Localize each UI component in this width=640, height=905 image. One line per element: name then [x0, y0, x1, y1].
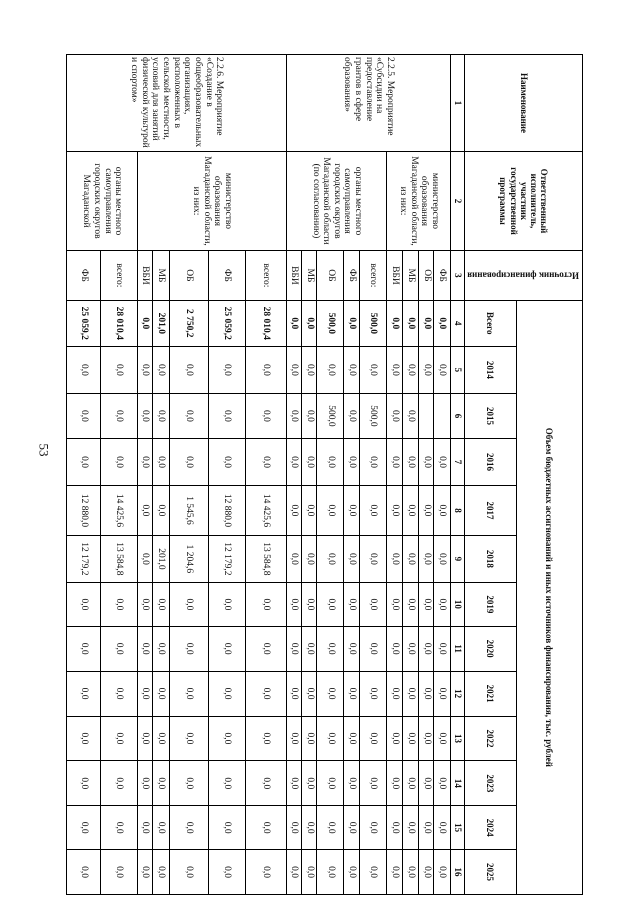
value-cell: 201,0: [153, 535, 169, 582]
total-cell: 0,0: [344, 300, 359, 346]
total-cell: 0,0: [419, 300, 434, 346]
value-cell: 0,0: [208, 761, 245, 806]
value-cell: 0,0: [387, 626, 402, 671]
value-cell: 0,0: [317, 583, 344, 627]
value-cell: 0,0: [169, 438, 208, 485]
value-cell: 0,0: [153, 850, 169, 895]
value-cell: 12 179,2: [67, 535, 101, 582]
source-cell: ВБИ: [387, 251, 402, 301]
value-cell: 0,0: [359, 761, 387, 806]
col-number: 7: [450, 438, 464, 485]
value-cell: 13 584,8: [245, 535, 286, 582]
value-cell: 0,0: [245, 806, 286, 850]
value-cell: 0,0: [434, 486, 450, 536]
value-cell: 0,0: [208, 716, 245, 761]
value-cell: 0,0: [137, 438, 152, 485]
value-cell: 0,0: [245, 346, 286, 393]
value-cell: 0,0: [101, 806, 138, 850]
header-year: 2018: [465, 535, 516, 582]
value-cell: 0,0: [359, 583, 387, 627]
header-year: 2017: [465, 486, 516, 536]
value-cell: 0,0: [434, 583, 450, 627]
value-cell: 0,0: [387, 535, 402, 582]
value-cell: 0,0: [208, 806, 245, 850]
value-cell: 0,0: [245, 626, 286, 671]
measure-name: 2.2.6. Мероприятие «Создание в общеобразовательных организациях, расположенных в сельской местности, условий для занятий физической культурой и спортом»: [67, 55, 287, 152]
value-cell: 0,0: [208, 346, 245, 393]
value-cell: 0,0: [153, 671, 169, 716]
value-cell: 0,0: [245, 716, 286, 761]
col-number: 13: [450, 716, 464, 761]
value-cell: 12 880,0: [67, 486, 101, 536]
col-number: 6: [450, 394, 464, 439]
header-volume: Объем бюджетных ассигнований и иных источников финансирования, тыс. рублей: [516, 300, 582, 894]
value-cell: 0,0: [434, 761, 450, 806]
value-cell: 0,0: [137, 716, 152, 761]
value-cell: 0,0: [153, 806, 169, 850]
value-cell: 0,0: [434, 716, 450, 761]
value-cell: 0,0: [286, 346, 301, 393]
value-cell: 0,0: [434, 850, 450, 895]
table-row: [359, 55, 387, 895]
value-cell: 0,0: [245, 438, 286, 485]
value-cell: 0,0: [169, 761, 208, 806]
value-cell: 0,0: [208, 626, 245, 671]
source-cell: ВБИ: [286, 251, 301, 301]
value-cell: 0,0: [344, 535, 359, 582]
value-cell: 1 204,6: [169, 535, 208, 582]
value-cell: 0,0: [402, 438, 418, 485]
value-cell: 0,0: [67, 583, 101, 627]
value-cell: 0,0: [153, 761, 169, 806]
header-year: 2016: [465, 438, 516, 485]
value-cell: 0,0: [101, 626, 138, 671]
source-cell: ОБ: [419, 251, 434, 301]
value-cell: 0,0: [344, 850, 359, 895]
value-cell: 0,0: [302, 806, 317, 850]
executor-local: органы местного самоуправления городских округов Магаданской: [67, 151, 138, 250]
value-cell: 0,0: [137, 346, 152, 393]
value-cell: 0,0: [344, 394, 359, 439]
value-cell: 0,0: [101, 761, 138, 806]
value-cell: 0,0: [344, 806, 359, 850]
value-cell: 0,0: [67, 806, 101, 850]
value-cell: 0,0: [67, 346, 101, 393]
value-cell: 0,0: [344, 671, 359, 716]
value-cell: 0,0: [286, 671, 301, 716]
value-cell: 1 545,6: [169, 486, 208, 536]
value-cell: 0,0: [137, 394, 152, 439]
value-cell: 0,0: [419, 671, 434, 716]
value-cell: 0,0: [67, 438, 101, 485]
table-body: [67, 55, 583, 895]
value-cell: 0,0: [169, 346, 208, 393]
source-cell: ОБ: [317, 251, 344, 301]
col-number: 2: [450, 151, 464, 250]
value-cell: 0,0: [67, 626, 101, 671]
table-row: [101, 55, 138, 895]
value-cell: 0,0: [402, 806, 418, 850]
col-number: 4: [450, 300, 464, 346]
value-cell: 0,0: [286, 761, 301, 806]
total-cell: 201,0: [153, 300, 169, 346]
value-cell: 0,0: [245, 761, 286, 806]
col-number: 8: [450, 486, 464, 536]
value-cell: 0,0: [245, 850, 286, 895]
value-cell: 0,0: [317, 671, 344, 716]
value-cell: 0,0: [359, 626, 387, 671]
value-cell: 0,0: [419, 850, 434, 895]
value-cell: 0,0: [419, 583, 434, 627]
value-cell: 14 425,6: [245, 486, 286, 536]
source-cell: ФБ: [344, 251, 359, 301]
col-number: 9: [450, 535, 464, 582]
page-number: 53: [36, 443, 52, 457]
value-cell: 0,0: [137, 535, 152, 582]
header-row-1: [516, 55, 582, 895]
col-number: 15: [450, 806, 464, 850]
value-cell: 0,0: [286, 583, 301, 627]
col-number: 5: [450, 346, 464, 393]
value-cell: 0,0: [359, 438, 387, 485]
total-cell: 28 010,4: [245, 300, 286, 346]
value-cell: 0,0: [344, 761, 359, 806]
total-cell: 25 059,2: [208, 300, 245, 346]
value-cell: 0,0: [67, 716, 101, 761]
value-cell: 0,0: [286, 626, 301, 671]
col-number: 3: [450, 251, 464, 301]
value-cell: 0,0: [67, 850, 101, 895]
value-cell: 0,0: [137, 761, 152, 806]
value-cell: 0,0: [434, 346, 450, 393]
value-cell: 0,0: [208, 671, 245, 716]
value-cell: 0,0: [153, 346, 169, 393]
value-cell: 0,0: [344, 486, 359, 536]
value-cell: 0,0: [101, 583, 138, 627]
total-cell: 0,0: [387, 300, 402, 346]
value-cell: 0,0: [387, 716, 402, 761]
col-number: 16: [450, 850, 464, 895]
value-cell: 0,0: [434, 535, 450, 582]
value-cell: 0,0: [153, 394, 169, 439]
value-cell: 0,0: [387, 394, 402, 439]
value-cell: 0,0: [359, 535, 387, 582]
value-cell: 0,0: [286, 486, 301, 536]
value-cell: 0,0: [101, 346, 138, 393]
header-year: 2023: [465, 761, 516, 806]
header-year: 2020: [465, 626, 516, 671]
value-cell: 14 425,6: [101, 486, 138, 536]
value-cell: 0,0: [286, 716, 301, 761]
source-cell: ФБ: [208, 251, 245, 301]
value-cell: 0,0: [153, 626, 169, 671]
value-cell: 0,0: [169, 583, 208, 627]
value-cell: 0,0: [387, 850, 402, 895]
header-name: Наименование: [465, 55, 583, 152]
value-cell: 0,0: [302, 346, 317, 393]
value-cell: 0,0: [101, 716, 138, 761]
total-cell: 25 059,2: [67, 300, 101, 346]
value-cell: 0,0: [419, 626, 434, 671]
value-cell: 0,0: [344, 626, 359, 671]
value-cell: 0,0: [387, 761, 402, 806]
header-year: 2014: [465, 346, 516, 393]
header-year: 2021: [465, 671, 516, 716]
header-year: 2025: [465, 850, 516, 895]
value-cell: 0,0: [402, 346, 418, 393]
value-cell: 0,0: [137, 626, 152, 671]
value-cell: 0,0: [302, 438, 317, 485]
value-cell: [419, 394, 434, 439]
value-cell: 0,0: [286, 438, 301, 485]
executor-ministry: министерство образования Магаданской области, из них:: [137, 151, 286, 250]
source-cell: МБ: [402, 251, 418, 301]
col-number: 11: [450, 626, 464, 671]
value-cell: 0,0: [434, 671, 450, 716]
table-row: [245, 55, 286, 895]
value-cell: 0,0: [137, 486, 152, 536]
value-cell: 0,0: [402, 671, 418, 716]
value-cell: 0,0: [419, 716, 434, 761]
value-cell: 12 179,2: [208, 535, 245, 582]
value-cell: 0,0: [169, 850, 208, 895]
header-source: Источник финансирования: [465, 251, 583, 301]
total-cell: 2 750,2: [169, 300, 208, 346]
total-cell: 500,0: [359, 300, 387, 346]
measure-name: 2.2.5. Мероприятие «Субсидии на предоставление грантов в сфере образования»: [286, 55, 450, 152]
value-cell: 0,0: [387, 486, 402, 536]
header-year: 2022: [465, 716, 516, 761]
value-cell: 0,0: [317, 486, 344, 536]
total-cell: 0,0: [402, 300, 418, 346]
value-cell: 0,0: [419, 438, 434, 485]
total-cell: 0,0: [286, 300, 301, 346]
value-cell: 0,0: [169, 716, 208, 761]
value-cell: 0,0: [137, 671, 152, 716]
value-cell: 0,0: [402, 394, 418, 439]
value-cell: 0,0: [419, 761, 434, 806]
value-cell: 0,0: [419, 535, 434, 582]
col-number: 12: [450, 671, 464, 716]
value-cell: 0,0: [153, 583, 169, 627]
value-cell: 0,0: [434, 626, 450, 671]
value-cell: 0,0: [101, 394, 138, 439]
col-number: 14: [450, 761, 464, 806]
col-number: 10: [450, 583, 464, 627]
value-cell: 0,0: [101, 671, 138, 716]
value-cell: 0,0: [402, 626, 418, 671]
value-cell: 0,0: [317, 535, 344, 582]
value-cell: 0,0: [137, 850, 152, 895]
value-cell: 0,0: [169, 394, 208, 439]
source-cell: ВБИ: [137, 251, 152, 301]
value-cell: 0,0: [67, 671, 101, 716]
value-cell: 0,0: [153, 486, 169, 536]
value-cell: 0,0: [208, 438, 245, 485]
source-cell: всего:: [245, 251, 286, 301]
value-cell: 0,0: [286, 394, 301, 439]
value-cell: 0,0: [137, 583, 152, 627]
value-cell: 0,0: [302, 583, 317, 627]
source-cell: МБ: [153, 251, 169, 301]
value-cell: 0,0: [387, 583, 402, 627]
total-cell: 0,0: [137, 300, 152, 346]
value-cell: 0,0: [359, 806, 387, 850]
value-cell: 0,0: [169, 671, 208, 716]
value-cell: 0,0: [344, 438, 359, 485]
value-cell: 0,0: [359, 486, 387, 536]
source-cell: ФБ: [67, 251, 101, 301]
value-cell: 0,0: [302, 761, 317, 806]
value-cell: 0,0: [387, 671, 402, 716]
value-cell: 0,0: [169, 806, 208, 850]
header-executor: Ответственный исполнитель, участник государственной программы: [465, 151, 583, 250]
rotated-table-container: [66, 54, 583, 895]
value-cell: 0,0: [434, 438, 450, 485]
executor-ministry: министерство образования Магаданской области, из них:: [387, 151, 451, 250]
source-cell: всего:: [101, 251, 138, 301]
total-cell: 0,0: [302, 300, 317, 346]
value-cell: 0,0: [245, 583, 286, 627]
value-cell: 0,0: [419, 486, 434, 536]
value-cell: 0,0: [387, 806, 402, 850]
column-numbers-row: [450, 55, 464, 895]
value-cell: 0,0: [208, 394, 245, 439]
value-cell: 0,0: [359, 850, 387, 895]
value-cell: 0,0: [208, 850, 245, 895]
value-cell: 12 880,0: [208, 486, 245, 536]
value-cell: 13 584,8: [101, 535, 138, 582]
value-cell: 0,0: [402, 535, 418, 582]
value-cell: 0,0: [302, 626, 317, 671]
value-cell: 0,0: [245, 394, 286, 439]
value-cell: 0,0: [359, 671, 387, 716]
value-cell: 0,0: [317, 438, 344, 485]
value-cell: 0,0: [402, 850, 418, 895]
total-cell: 28 010,4: [101, 300, 138, 346]
value-cell: 0,0: [419, 806, 434, 850]
header-year: 2019: [465, 583, 516, 627]
value-cell: 0,0: [317, 850, 344, 895]
value-cell: 0,0: [344, 346, 359, 393]
value-cell: 0,0: [302, 394, 317, 439]
value-cell: 0,0: [359, 716, 387, 761]
value-cell: 0,0: [67, 394, 101, 439]
value-cell: 0,0: [419, 346, 434, 393]
value-cell: 0,0: [344, 583, 359, 627]
value-cell: 0,0: [286, 850, 301, 895]
value-cell: [434, 394, 450, 439]
value-cell: 0,0: [344, 716, 359, 761]
value-cell: 0,0: [317, 716, 344, 761]
table-row: [434, 55, 450, 895]
value-cell: 0,0: [302, 716, 317, 761]
value-cell: 0,0: [302, 535, 317, 582]
value-cell: 0,0: [101, 850, 138, 895]
col-number: 1: [450, 55, 464, 152]
value-cell: 0,0: [402, 486, 418, 536]
value-cell: 0,0: [245, 671, 286, 716]
value-cell: 0,0: [302, 850, 317, 895]
value-cell: 0,0: [302, 486, 317, 536]
value-cell: 0,0: [153, 438, 169, 485]
value-cell: 0,0: [434, 806, 450, 850]
value-cell: 0,0: [286, 535, 301, 582]
value-cell: 0,0: [402, 761, 418, 806]
source-cell: ФБ: [434, 251, 450, 301]
value-cell: 0,0: [402, 583, 418, 627]
value-cell: 0,0: [208, 583, 245, 627]
value-cell: 0,0: [387, 438, 402, 485]
value-cell: 0,0: [317, 346, 344, 393]
value-cell: 0,0: [387, 346, 402, 393]
value-cell: 0,0: [101, 438, 138, 485]
value-cell: 0,0: [302, 671, 317, 716]
header-year: 2024: [465, 806, 516, 850]
total-cell: 0,0: [434, 300, 450, 346]
value-cell: 0,0: [153, 716, 169, 761]
source-cell: всего:: [359, 251, 387, 301]
budget-table: [66, 54, 583, 895]
total-cell: 500,0: [317, 300, 344, 346]
value-cell: 0,0: [317, 626, 344, 671]
value-cell: 0,0: [67, 761, 101, 806]
value-cell: 0,0: [286, 806, 301, 850]
value-cell: 0,0: [317, 761, 344, 806]
value-cell: 0,0: [317, 806, 344, 850]
header-total: Всего: [465, 300, 516, 346]
header-year: 2015: [465, 394, 516, 439]
value-cell: 500,0: [317, 394, 344, 439]
source-cell: МБ: [302, 251, 317, 301]
document-page: [66, 54, 583, 895]
value-cell: 0,0: [402, 716, 418, 761]
value-cell: 0,0: [359, 346, 387, 393]
value-cell: 500,0: [359, 394, 387, 439]
source-cell: ОБ: [169, 251, 208, 301]
value-cell: 0,0: [137, 806, 152, 850]
value-cell: 0,0: [169, 626, 208, 671]
executor-local: органы местного самоуправления городских округов Магаданской области (по согласованию): [286, 151, 387, 250]
